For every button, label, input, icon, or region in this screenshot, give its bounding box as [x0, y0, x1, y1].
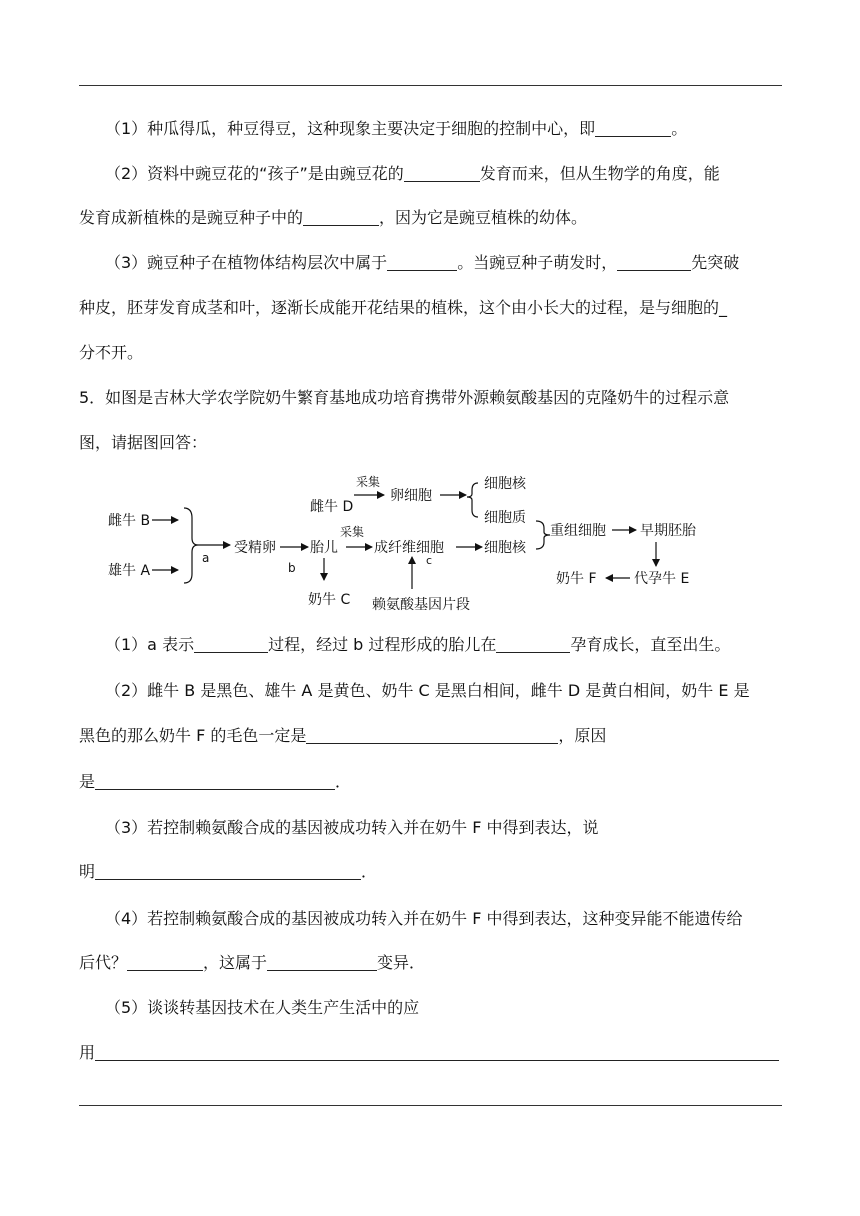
answer-blank[interactable] [95, 1044, 779, 1061]
nucleus-label-1: 细胞核 [484, 476, 526, 492]
answer-blank[interactable] [95, 773, 335, 790]
embryo-label: 胎儿 [310, 540, 338, 556]
question-text: 过程，经过 b 过程形成的胎儿在 [268, 635, 497, 654]
question-5-5 [79, 998, 808, 1018]
fertilized-egg-label: 受精卵 [234, 540, 276, 556]
question-text: （4）若控制赖氨酸合成的基因被成功转入并在奶牛 F 中得到表达，这种变异能不能遗传给 [105, 909, 743, 928]
question-text: （2）雌牛 B 是黑色、雄牛 A 是黄色、奶牛 C 是黑白相间，雌牛 D 是黄白相间，奶牛 E 是 [105, 681, 750, 700]
arrow-b-label: b [288, 561, 296, 575]
question-5-2 [79, 681, 808, 701]
answer-blank[interactable] [267, 954, 377, 971]
cow-f-label: 奶牛 F [556, 571, 597, 587]
arrow-a-label: a [202, 551, 210, 565]
question-text: 是 [79, 772, 96, 791]
question-text: ，这属于 [203, 953, 268, 972]
question-text: 黑色的那么奶牛 F 的毛色一定是 [79, 726, 307, 745]
cow-d-label: 雌牛 D [310, 499, 354, 515]
question-text: 变异． [377, 953, 426, 972]
question-5-3-cont [79, 862, 782, 882]
question-text: 先突破 [691, 253, 740, 272]
answer-blank[interactable] [95, 863, 361, 880]
answer-blank[interactable] [194, 636, 268, 653]
question-5-5-cont [79, 1043, 782, 1063]
question-5-3 [79, 818, 808, 838]
cow-a-label: 雄牛 A [108, 563, 151, 579]
question-text: （1）a 表示 [105, 635, 195, 654]
brace [184, 508, 198, 583]
question-text: 种皮，胚芽发育成茎和叶，逐渐长成能开花结果的植株，这个由小长大的过程，是与细胞的_ [79, 298, 728, 317]
question-text: 。 [671, 119, 688, 138]
question-5-2-cont [79, 772, 782, 792]
cow-c-label: 奶牛 C [308, 592, 351, 608]
question-5-1 [79, 635, 808, 655]
question-5-intro [79, 388, 782, 408]
question-text: 图，请据图回答： [79, 433, 208, 452]
question-3 [79, 253, 808, 273]
question-5-2-cont [79, 726, 782, 746]
collect-label-1: 采集 [340, 525, 365, 539]
answer-blank[interactable] [404, 165, 480, 182]
question-text: 分不开。 [79, 343, 144, 362]
question-text: 。当豌豆种子萌发时， [457, 253, 618, 272]
question-text: 明 [79, 862, 96, 881]
question-text: 孕育成长，直至出生。 [570, 635, 731, 654]
question-text: （1）种瓜得瓜，种豆得豆，这种现象主要决定于细胞的控制中心，即 [105, 119, 596, 138]
question-text: 发育成新植株的是豌豆种子中的 [79, 208, 304, 227]
cow-b-label: 雌牛 B [108, 513, 151, 529]
question-text: 用 [79, 1043, 96, 1062]
fibroblast-label: 成纤维细胞 [374, 540, 444, 556]
cytoplasm-label: 细胞质 [484, 510, 526, 526]
collect-label-2: 采集 [356, 475, 381, 489]
header-rule [79, 85, 782, 86]
early-embryo-label: 早期胚胎 [640, 523, 696, 539]
question-text: 后代？ [79, 953, 128, 972]
brace [467, 483, 478, 517]
brace [536, 521, 550, 549]
question-3-cont [79, 343, 782, 363]
question-text: （2）资料中豌豆花的“孩子”是由豌豆花的 [105, 164, 404, 183]
answer-blank[interactable] [306, 727, 558, 744]
question-2 [79, 164, 808, 184]
answer-blank[interactable] [303, 209, 379, 226]
question-text: ． [335, 772, 352, 791]
question-text: （3）豌豆种子在植物体结构层次中属于 [105, 253, 388, 272]
question-3-cont [79, 298, 782, 318]
lysine-gene-label: 赖氨酸基因片段 [372, 597, 470, 613]
footer-rule [79, 1105, 782, 1106]
question-text: ． [361, 862, 378, 881]
answer-blank[interactable] [387, 254, 457, 271]
question-text: （5）谈谈转基因技术在人类生产生活中的应 [105, 998, 420, 1017]
answer-blank[interactable] [595, 120, 671, 137]
answer-blank[interactable] [127, 954, 203, 971]
answer-blank[interactable] [496, 636, 570, 653]
surrogate-cow-label: 代孕牛 E [634, 571, 690, 587]
cloning-process-diagram [100, 466, 720, 616]
question-text: ，原因 [558, 726, 607, 745]
question-text: 5．如图是吉林大学农学院奶牛繁育基地成功培育携带外源赖氨酸基因的克隆奶牛的过程示意 [79, 388, 730, 407]
nucleus-label-2: 细胞核 [484, 540, 526, 556]
recombinant-cell-label: 重组细胞 [550, 523, 606, 539]
question-text: 发育而来，但从生物学的角度，能 [479, 164, 720, 183]
question-2-cont [79, 208, 782, 228]
answer-blank[interactable] [617, 254, 691, 271]
arrow-c-label: c [426, 554, 433, 567]
question-text: （3）若控制赖氨酸合成的基因被成功转入并在奶牛 F 中得到表达，说 [105, 818, 599, 837]
question-5-intro-cont [79, 433, 782, 453]
egg-cell-label: 卵细胞 [390, 488, 432, 504]
question-5-4 [79, 909, 808, 929]
question-text: ，因为它是豌豆植株的幼体。 [379, 208, 588, 227]
question-5-4-cont [79, 953, 782, 973]
question-1 [79, 119, 808, 139]
